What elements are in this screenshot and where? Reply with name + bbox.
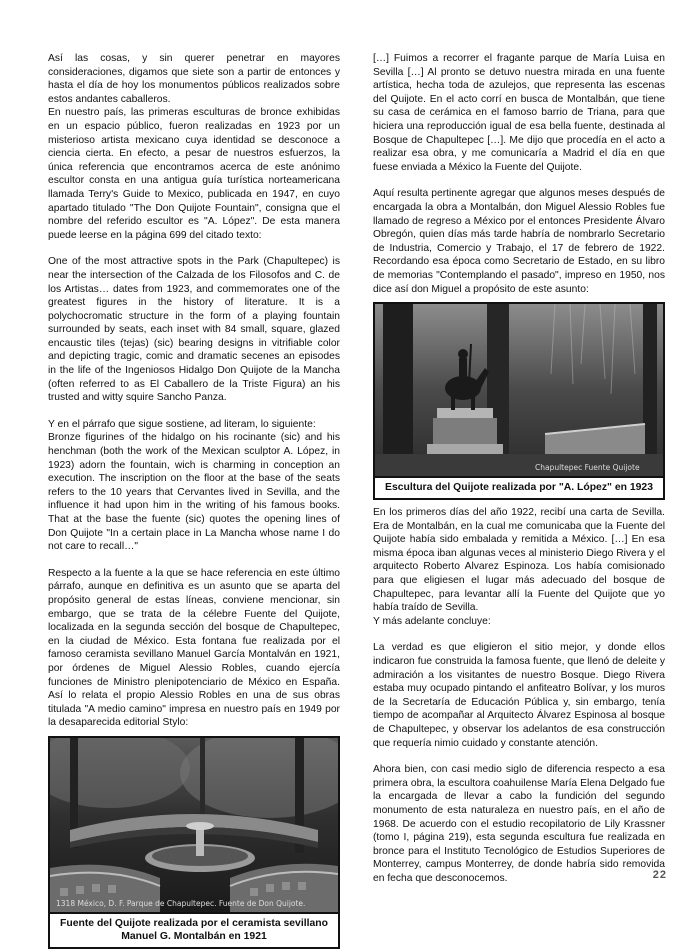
fountain-photo — [50, 738, 338, 914]
quoted-passage: En los primeros días del año 1922, recibí una carta de Sevilla. Era de Montalbán, en la cual me comunicaba que la Fuente del Quijote había sido embalada y remitida a México. […] En esa misma época iban algunas veces al ministerio Diego Rivera y el arquitecto Roberto Alvarez Espinoza. Los había comisionado para que eligiesen el lugar más adecuado del bosque de Chapultepec, para levantar allí la Fuente del Quijote que yo había traído de Sevilla. — [373, 507, 665, 614]
right-column — [373, 52, 665, 886]
paragraph: Ahora bien, con casi medio siglo de diferencia respecto a esa primera obra, la escultora coahuilense María Elena Delgado fue la encargada de llevar a cabo la fundición del segundo monumento de esta naturaleza en nuestro país, en el año de 1968. De acuerdo con el estudio recopilatorio de Lily Krassner (tomo I, página 219), esta segunda escultura fue realizada en bronce para el Instituto Tecnológico de Estudios Superiores de Monterrey, campus Monterrey, de donde habría sido removida en fecha que desconocemos. — [373, 764, 665, 884]
paragraph: Y en el párrafo que sigue sostiene, ad literam, lo siguiente: — [48, 418, 316, 430]
paragraph: Y más adelante concluye: — [373, 615, 491, 627]
figure-sculpture — [373, 302, 665, 500]
paragraph: Respecto a la fuente a la que se hace referencia en este último párrafo, aunque en definitiva es un asunto que se aparta del propósito general de estas líneas, conviene mencionar, sin embargo, que se trata de la célebre Fuente del Quijote, localizada en la segunda sección del bosque de Chapultepec, en la ciudad de México. Esta fontana fue realizada por el famoso ceramista sevillano Manuel García Montalván en 1921, por órdenes de Miguel Alessio Robles, cuando ejercía funciones de Ministro plenipotenciario de México en España. Así lo relata el propio Alessio Robles en una de sus obras titulada "A medio camino" impresa en nuestro país en 1949 por la desaparecida editorial Stylo: — [48, 567, 340, 729]
page-number: 22 — [652, 869, 667, 881]
quoted-passage: La verdad es que eligieron el sitio mejor, y donde ellos indicaron fue construida la famosa fuente, que llenó de deleite y admiración a los visitantes de nuestro Bosque. Diego Rivera estaba muy ocupado pintando el anfiteatro Bolívar, y los muros de la Secretaría de Educación Pública y, sin embargo, tenía tiempo de acompañar al Arquitecto Álvarez Espinosa al bosque de Chapultepec, y observar los adelantos de esa construcción que requería nimio cuidado y constante atención. — [373, 642, 665, 749]
photo-inscription: Chapultepec Fuente Quijote — [535, 463, 640, 473]
quoted-english-passage: One of the most attractive spots in the Park (Chapultepec) is near the intersection of the Calzada de los Filosofos and C. de los Artistas… dates from 1923, and commemorates one of the greatest figures in the history of literature. It is a polychocromatic structure in the form of a playing fountain surrounded by seats, each inset with 84 small, square, glazed encaustic tiles (tejas) (sic) bearing designs in vitrifiable color and depicting tragic, comic and dramatic secenes an episodes in the life of the Ingeniosos Hidalgo Don Quijote de la Mancha (often referred to as El Caballero de la Triste Figura) an his trusted and witty squire Sancho Panza. — [48, 256, 340, 404]
sculpture-photo-illustration — [375, 304, 663, 476]
paragraph: Así las cosas, y sin querer penetrar en mayores consideraciones, digamos que siete son a partir de entonces y hasta el día de hoy los monumentos públicos realizados sobre estos andantes caballeros. — [48, 53, 340, 105]
paragraph: En nuestro país, las primeras esculturas de bronce exhibidas en un espacio público, fueron realizadas en 1923 por un misterioso artista mexicano cuya identidad se desconoce a ciencia cierta. En efecto, a pesar de nuestros esfuerzos, la única referencia que encontramos acerca de este anónimo escultor consta en una antigua guía turística norteamericana llamada Terry's Guide to Mexico, publicada en 1947, en cuyo apartado titulado "The Don Quijote Fountain", consigna que el nombre del referido escultor es "A. López". De esta manera puede leerse en la página 699 del citado texto: — [48, 107, 340, 241]
left-column — [48, 52, 340, 949]
figure-fountain — [48, 736, 340, 949]
fountain-photo-illustration — [50, 738, 338, 912]
sculpture-photo — [375, 304, 663, 478]
quoted-english-passage: Bronze figurines of the hidalgo on his rocinante (sic) and his henchman (both the work of the Mexican sculptor A. López, in 1923) adorn the fountain, wich is charming in conception an execution. The inscription on the floor at the base of the seats refers to the 10 years that Cervantes lived in Sevilla, and the influence it had upon him in the writing of his famous books. That at the base the fuente (sic) quotes the opening lines of Don Quijote "In a certain place in La Mancha whose name I do not care to recall…" — [48, 432, 340, 553]
quoted-passage: […] Fuimos a recorrer el fragante parque de María Luisa en Sevilla […] Al pronto se detuvo nuestra mirada en una fuente artística, hecha toda de azulejos, que representa las escenas del Quijote. En el acto corrí en busca de Montalbán, que tiene su casa de cerámica en el famoso barrio de Triana, para que hiciera una reproducción igual de esa bella fuente, destinada al Bosque de Chapultepec […]. Me dijo que procedía en el acto a realizar esa obra, y me comunicaría a Madrid el día en que fuese enviada a México la Fuente del Quijote. — [373, 53, 665, 173]
figure-caption: Escultura del Quijote realizada por "A. López" en 1923 — [385, 482, 653, 494]
paragraph: Aquí resulta pertinente agregar que algunos meses después de encargada la obra a Montalbán, don Miguel Alessio Robles fue llamado de regreso a México por el entonces Presidente Álvaro Obregón, quien días más tarde habría de nombrarlo Secretario de Industria, Comercio y Trabajo, el 17 de febrero de 1922. Recordando esa época como Secretario de Estado, en su libro de memorias "Contemplando el pasado", impreso en 1950, nos dice así don Miguel a propósito de este asunto: — [373, 188, 665, 295]
figure-caption: Fuente del Quijote realizada por el ceramista sevillano Manuel G. Montalbán en 1921 — [60, 917, 328, 942]
photo-inscription: 1318 México, D. F. Parque de Chapultepec. Fuente de Don Quijote. — [56, 898, 306, 908]
